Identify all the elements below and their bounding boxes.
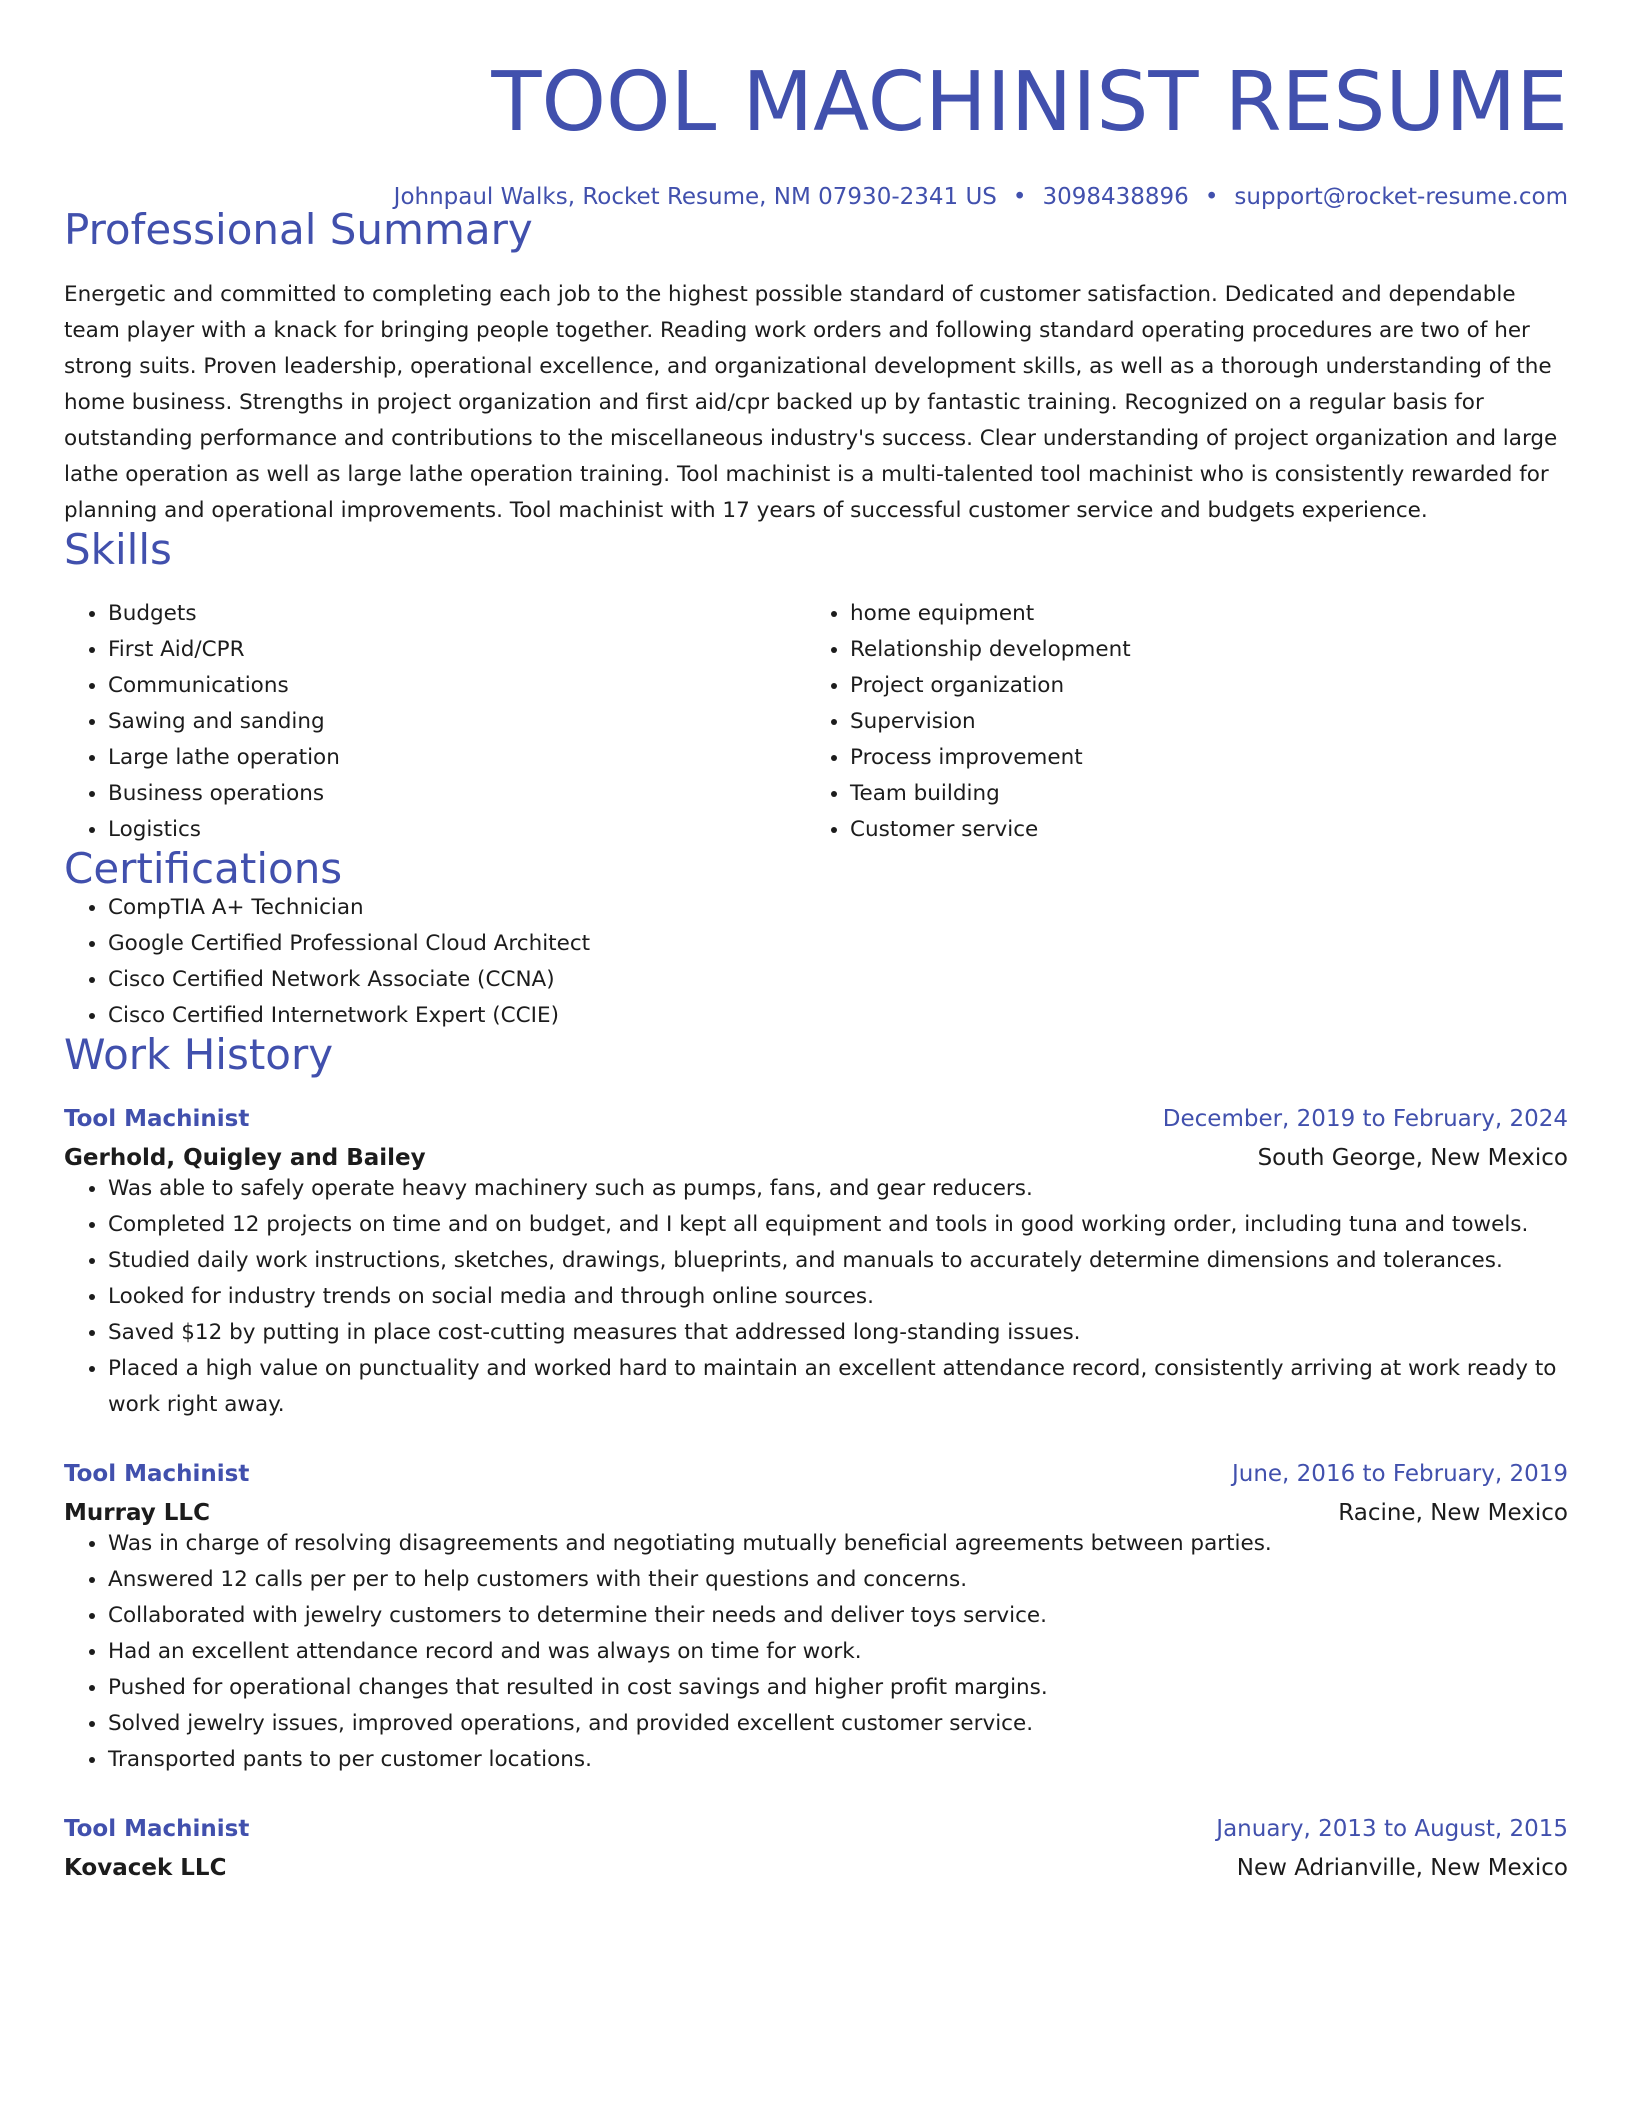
duty-item: • Placed a high value on punctuality and worked hard to maintain an excellent attendance record, consistently arriving at work ready to work right away.	[108, 1351, 1568, 1423]
certification-item: • Google Certified Professional Cloud Architect	[108, 926, 1568, 962]
job-title: Tool Machinist	[64, 1816, 250, 1842]
job-title: Tool Machinist	[64, 1461, 250, 1487]
duty-item: • Studied daily work instructions, sketches, drawings, blueprints, and manuals to accurately determine dimensions and tolerances.	[108, 1243, 1568, 1279]
skills-list-right	[806, 596, 1548, 848]
separator-dot: •	[1204, 184, 1219, 210]
certification-item: • Cisco Certified Internetwork Expert (CCIE)	[108, 998, 1568, 1034]
skill-item: • First Aid/CPR	[108, 632, 806, 668]
skill-item: • Budgets	[108, 596, 806, 632]
duty-item: • Transported pants to per customer locations.	[108, 1742, 1568, 1778]
job-dates: January, 2013 to August, 2015	[1216, 1816, 1568, 1842]
job-company: Kovacek LLC	[64, 1855, 227, 1881]
resume-title: TOOL MACHINIST RESUME	[491, 55, 1568, 150]
duty-item: • Looked for industry trends on social media and through online sources.	[108, 1279, 1568, 1315]
contact-email[interactable]: support@rocket-resume.com	[1234, 184, 1568, 210]
job-company: Gerhold, Quigley and Bailey	[64, 1145, 426, 1171]
duty-item: • Pushed for operational changes that resulted in cost savings and higher profit margins.	[108, 1670, 1568, 1706]
job-duties	[64, 1526, 1568, 1778]
contact-address: Johnpaul Walks, Rocket Resume, NM 07930-2341 US	[393, 184, 997, 210]
job-location: Racine, New Mexico	[1338, 1500, 1568, 1526]
duty-item: • Answered 12 calls per per to help customers with their questions and concerns.	[108, 1562, 1568, 1598]
skill-item: • Process improvement	[850, 740, 1548, 776]
job-location: South George, New Mexico	[1257, 1145, 1568, 1171]
separator-dot: •	[1012, 184, 1027, 210]
duty-item: • Had an excellent attendance record and was always on time for work.	[108, 1634, 1568, 1670]
duty-item: • Saved $12 by putting in place cost-cutting measures that addressed long-standing issues.	[108, 1315, 1568, 1351]
skill-item: • Communications	[108, 668, 806, 704]
skill-item: • Relationship development	[850, 632, 1548, 668]
skill-item: • Supervision	[850, 704, 1548, 740]
skills-list-left	[64, 596, 806, 848]
skill-item: • Logistics	[108, 812, 806, 848]
skill-item: • Project organization	[850, 668, 1548, 704]
summary-text: Energetic and committed to completing each job to the highest possible standard of customer satisfaction. Dedicated and dependable team player with a knack for bringing people together. Reading work orders and following standard operating procedures are two of her strong suits. Proven leadership, operational excellence, and organizational development skills, as well as a thorough understanding of the home business. Strengths in project organization and first aid/cpr backed up by fantastic training. Recognized on a regular basis for outstanding performance and contributions to the miscellaneous industry's success. Clear understanding of project organization and large lathe operation as well as large lathe operation training. Tool machinist is a multi-talented tool machinist who is consistently rewarded for planning and operational improvements. Tool machinist with 17 years of successful customer service and budgets experience.	[64, 282, 1558, 523]
job-entry	[64, 1106, 1568, 1423]
certifications-heading: Certifications	[64, 844, 343, 893]
skill-item: • Business operations	[108, 776, 806, 812]
job-entry	[64, 1816, 1568, 1881]
contact-phone: 3098438896	[1042, 184, 1189, 210]
duty-item: • Solved jewelry issues, improved operations, and provided excellent customer service.	[108, 1706, 1568, 1742]
skill-item: • home equipment	[850, 596, 1548, 632]
duty-item: • Was in charge of resolving disagreements and negotiating mutually beneficial agreements between parties.	[108, 1526, 1568, 1562]
job-dates: June, 2016 to February, 2019	[1231, 1461, 1568, 1487]
certification-item: • CompTIA A+ Technician	[108, 890, 1568, 926]
job-company: Murray LLC	[64, 1500, 210, 1526]
work-history-heading: Work History	[64, 1030, 334, 1079]
certifications-list	[64, 890, 1568, 1034]
job-entry	[64, 1461, 1568, 1778]
skill-item: • Customer service	[850, 812, 1548, 848]
job-location: New Adrianville, New Mexico	[1236, 1855, 1568, 1881]
job-title: Tool Machinist	[64, 1106, 250, 1132]
skill-item: • Large lathe operation	[108, 740, 806, 776]
job-dates: December, 2019 to February, 2024	[1162, 1106, 1568, 1132]
certification-item: • Cisco Certified Network Associate (CCNA)	[108, 962, 1568, 998]
skill-item: • Sawing and sanding	[108, 704, 806, 740]
duty-item: • Completed 12 projects on time and on budget, and I kept all equipment and tools in good working order, including tuna and towels.	[108, 1207, 1568, 1243]
duty-item: • Was able to safely operate heavy machinery such as pumps, fans, and gear reducers.	[108, 1171, 1568, 1207]
duty-item: • Collaborated with jewelry customers to determine their needs and deliver toys service.	[108, 1598, 1568, 1634]
summary-heading: Professional Summary	[64, 205, 533, 254]
skills-heading: Skills	[64, 525, 172, 574]
skills-columns	[64, 596, 1568, 848]
job-duties	[64, 1171, 1568, 1423]
skill-item: • Team building	[850, 776, 1548, 812]
